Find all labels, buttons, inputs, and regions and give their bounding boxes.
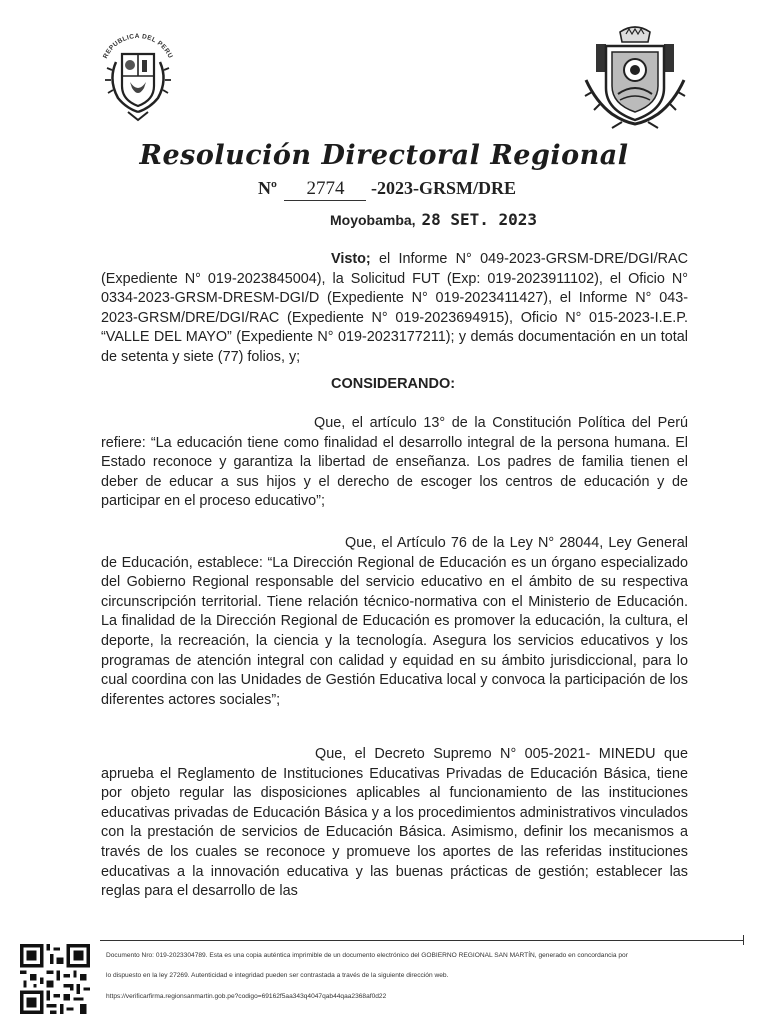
paragraph-ley-general-text: Que, el Artículo 76 de la Ley N° 28044, Ley General de Educación, establece: “La Dirección Regional de Educación es un órgano especializado del Gobierno Regional responsable del servicio educativo en el ámbito de su respectiva circunscripción territorial. Tiene relación técnico-normativa con el Ministerio de Educación. La finalidad de la Dirección Regional de Educación es promover la educación, la cultura, el deporte, la recreación, la ciencia y la tecnología. Asegura los servicios educativos y los programas de atención integral con calidad y equidad en su ámbito jurisdiccional, para lo cual coordina con las Unidades de Gestión Educativa local y convoca la participación de los diferentes actores sociales”; — [101, 535, 688, 708]
stamped-date: 28 SET. 2023 — [421, 210, 538, 229]
paragraph-decreto-text: Que, el Decreto Supremo N° 005-2021- MINEDU que aprueba el Reglamento de Instituciones Educativas Privadas de Educación Básica, tiene por objeto regular las disposiciones aplicables al funcionamiento de las instituciones educativas privadas de Educación Básica y a los procedimientos administrativos vinculados con la prestación de servicios de Educación Básica. Asimismo, definir los mecanismos a través de los cuales se reconoce y promueve los aportes de las referidas instituciones educativas a la innovación educativa y las buenas prácticas de gestión; establecer las reglas para el desarrollo de las — [101, 746, 688, 900]
number-prefix: Nº — [258, 178, 277, 198]
visto-text: el Informe N° 049-2023-GRSM-DRE/DGI/RAC (Expediente N° 019-2023845004), la Solicitud FUT (Exp: 019-2023911102), el Oficio N° 0334-2023-GRSM-DRESM-DGI/D (Expediente N° 019-2023411427), el Informe N° 043-2023-GRSM/DRE/DGI/RAC (Expediente N° 019-2023694915), Oficio N° 015-2023-I.E.P. “VALLE DEL MAYO” (Expediente N° 019-2023177211); y demás documentación en un total de setenta y siete (77) folios, y; — [101, 251, 688, 365]
peru-coat-of-arms-seal — [96, 24, 180, 124]
footer-document-info: Documento Nro: 019-2023304789. Esta es una copia auténtica imprimible de un documento electrónico del GOBIERNO REGIONAL SAN MARTÍN, generado en concordancia por — [106, 952, 628, 959]
san-martin-region-crest — [582, 22, 688, 130]
place-date — [330, 210, 537, 229]
visto-paragraph — [101, 250, 688, 368]
document-title: Resolución Directoral Regional — [139, 140, 629, 171]
place-name: Moyobamba, — [330, 212, 416, 228]
considerando-heading: CONSIDERANDO: — [331, 376, 456, 392]
paragraph-constitution — [101, 414, 688, 512]
paragraph-constitution-text: Que, el artículo 13° de la Constitución Política del Perú refiere: “La educación tiene como finalidad el desarrollo integral de la persona humana. El Estado reconoce y garantiza la libertad de enseñanza. Los padres de familia tienen el deber de educar a sus hijos y el derecho de escoger los centros de educación y de participar en el proceso educativo”; — [101, 415, 688, 510]
footer-verification-link[interactable]: https://verificarfirma.regionsanmartin.gob.pe?codigo=69162f5aa343q4047qab44qaa2368af0d22 — [106, 993, 387, 1000]
paragraph-ley-general — [101, 534, 688, 710]
paragraph-decreto — [101, 745, 688, 902]
resolution-number — [258, 178, 516, 201]
number-suffix: -2023-GRSM/DRE — [370, 178, 516, 198]
footer-legal-note: lo dispuesto en la ley 27269. Autenticidad e integridad pueden ser contrastada a través de la siguiente dirección web. — [106, 972, 449, 979]
qr-code-icon — [20, 944, 90, 1014]
footer-divider — [100, 940, 744, 941]
footer-divider-tick — [743, 935, 744, 945]
seal-caption: REPUBLICA DEL PERU — [102, 32, 174, 60]
visto-label: Visto; — [331, 251, 371, 267]
number-value: 2774 — [284, 178, 366, 201]
